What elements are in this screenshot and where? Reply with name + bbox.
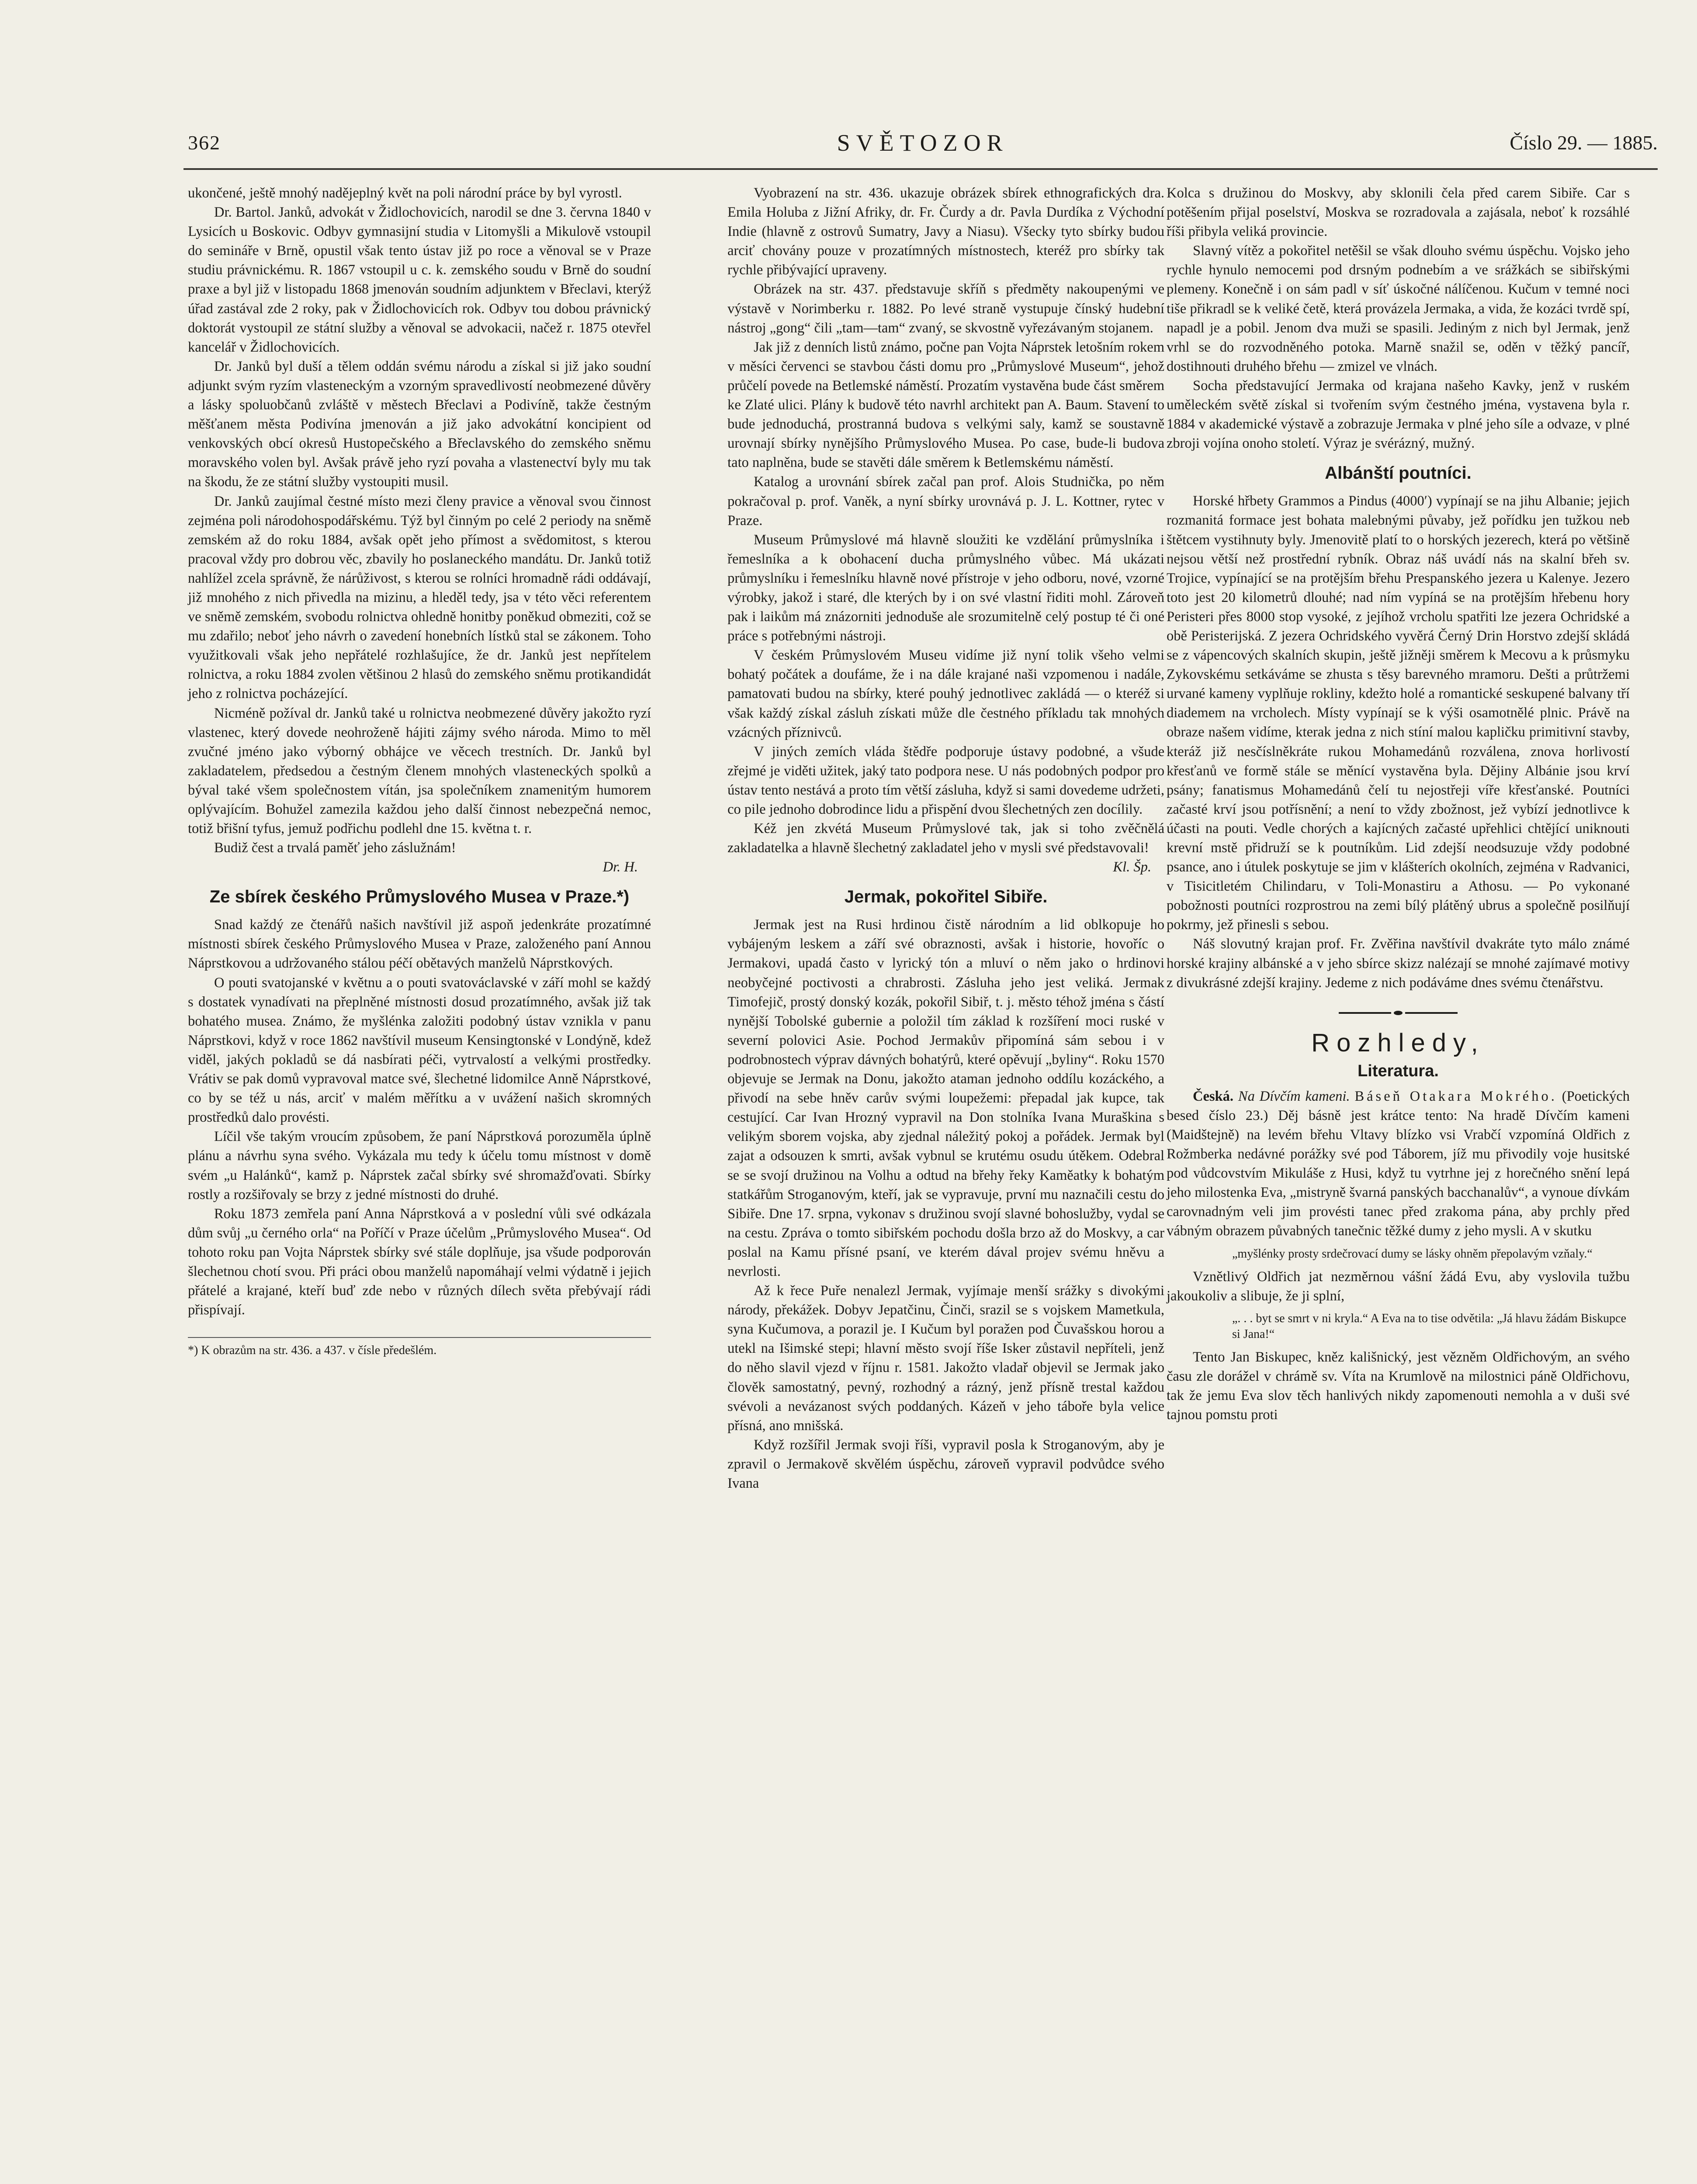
- paragraph: Snad každý ze čtenářů našich navštívil již aspoň jedenkráte prozatímné místnosti sbírek českého Průmyslového Musea v Praze, založeného paní Annou Náprstkovou a udržovaného stálou péčí obětavých manželů Náprstkových.: [188, 917, 651, 971]
- paragraph: Museum Průmyslové má hlavně sloužiti ke vzdělání průmyslníka i řemeslníka a k obohacení ducha průmyslného vůbec. Má ukázati průmyslníku i řemeslníku hlavně nové přístroje v jeho odboru, nové, vzorné výrobky, jakož i staré, dle kterých by i on své vlastní řiditi mohl. Zároveň pak i laikům má znázorniti jednoduše ale srozumitelně celý postup té či oné práce s potřebnými nástroji.: [727, 532, 1164, 644]
- column-1: [188, 183, 651, 1359]
- article-heading: Albánští poutníci.: [1325, 463, 1472, 483]
- column-3: [1167, 183, 1630, 1424]
- footnote: *) K obrazům na str. 436. a 437. v čísle předešlém.: [188, 1337, 651, 1359]
- review-text: (Poetických besed číslo 23.) Děj básně jest krátce tento: Na hradě Dívčím kameni (Maidštejně) na levém břehu Vltavy blízko vsi Vrabčí vzpomíná Oldřich z Rožmberka nedávné porážky své pod Táborem, jíž mu přivodily voje husitské pod vůdcovstvím Mikuláše z Husi, když tu vytrhne jej z horečného snění lepá jeho milostenka Eva, „mistryně švarná panských bacchanalův“, a vynoue dívkám carovnadným veli jim provésti tanec před zrakoma pána, aby prchly před vábným obrazem půvabných tanečnic těžké dumy z jeho mysli. A v skutku: [1167, 1088, 1630, 1239]
- page-header: [188, 131, 1658, 162]
- paragraph: Náš slovutný krajan prof. Fr. Zvěřina navštívil dvakráte tyto málo známé horské krajiny albánské a v jeho sbírce skizz nalézají se mnohé zajímavé motivy z divukrásné zdejší krajiny. Jedeme z nich podáváme dnes svému čtenářstvu.: [1167, 936, 1630, 991]
- paragraph: O pouti svatojanské v květnu a o pouti svatováclavské v září mohl se každý s dostatek vynadívati na přeplněné místnosti dosud prozatímného, avšak již tak bohatého musea. Známo, že myšlénka založiti podobný ústav vznikla v panu Náprstkovi, když v roce 1862 navštívil museum Kensingtonské v Londýně, kdež viděl, jakých pokladů se dá nasbírati péči, vytrvalostí a velkými prostředky. Vrátiv se pak domů vypravoval matce své, šlechetné lidomilce Anně Náprstkové, co by se též u nás, arciť v malém měřítku a v uvážení našich skromných prostředků dalo provésti.: [188, 975, 651, 1126]
- signature: Dr. H.: [603, 859, 638, 875]
- paragraph: Když rozšířil Jermak svoji říši, vypravil posla k Stroganovým, aby je zpravil o Jermakově skvělém úspěchu, zároveň vypravil podvůdce svého Ivana: [727, 1437, 1164, 1491]
- verse-quote: „. . . byt se smrt v ni kryla.“ A Eva na to tise odvětila: „Já hlavu žádám Biskupce si Jana!“: [1232, 1311, 1627, 1341]
- section-title: Rozhledy,: [1311, 1028, 1485, 1057]
- paragraph: Horské hřbety Grammos a Pindus (4000′) vypínají se na jihu Albanie; jejich rozmanitá formace jest bohata malebnými půvaby, jež pořídku jen tužkou neb štětcem vystihnuty byly. Jmenovitě platí to o horských jezerech, která po většině nejsou větší než prostřední rybník. Obraz náš uvádí nás na skalní břeh sv. Trojice, vypínající se na protějším břehu Prespanského jezera u Kalenye. Jezero toto jest 20 kilometrů dlouhé; nad ním vypíná se na protějším hřebenu hory Peristeri přes 8000 stop vysoké, z jejíhož vrcholu spatřiti lze jezera Ochridské a obě Peristerijská. Z jezera Ochridského vyvěrá Černý Drin Horstvo zdejší skládá se z vápencových skalních skupin, ještě jižněji směrem k Mecovu a k průsmyku Zykovskému setkáváme se zhusta s těsy barevného mramoru. Dešti a průtržemi urvané kameny vyplňuje rokliny, kdežto holé a romantické seskupené balvany tří diademem na vrcholech. Místy vypínají se k výši osamotnělé plnic. Právě na obraze našem vidíme, kterak jedna z nich stíní malou kapličku primitivní stavby, kteráž již nesčíslněkráte rukou Mohamedánů rozválena, znova horlivostí křesťanů ve formě stále se měnící vystavěna byla. Dějiny Albánie jsou krví psány; fanatismus Mohamedánů čelí tu nejostřeji víře křesťanské. Poutníci začasté krví jsou potřísnění; a není to vždy zbožnost, jež vybízí jednotlivce k účasti na pouti. Vedle chorých a kajícných začasté upřehlici chtějící uniknouti krevní mstě přidruží se k poutníkům. Lid zdejší neodsuzuje vždy podobné psance, ano i útulek poskytuje se jim v klášterích okolních, zejména v Radvanici, v Tisicitletém Chilindaru, v Toli-Monastiru a Athosu. — Po vykonané pobožnosti poutníci rozprostrou na zemi bílý plátěný ubrus a společně posilňují pokrmy, jež přinesli s sebou.: [1167, 493, 1630, 933]
- article-heading: Ze sbírek českého Průmyslového Musea v Praze.*): [209, 887, 630, 907]
- paragraph: Až k řece Puře nenalezl Jermak, vyjímaje menší srážky s divokými národy, překážek. Dobyv Jepatčinu, Činči, srazil se s vojskem Mametkula, syna Kučumova, a porazil je. I Kučum byl poražen pod Čuvašskou horou a utekl na Išimské stepi; hlavní město svojí říše Isker zůstavil nepříteli, jenž do něho slavil vjezd v říjnu r. 1581. Jakožto vladař objevil se Jermak jako člověk samostatný, pevný, rozhodný a rázný, jenž přísně trestal každou svévoli a nevázanost svých poddaných. Kázeň v jeho táboře byla velice přísná, ano mnišská.: [727, 1283, 1164, 1434]
- book-author: Báseň Otakara Mokrého.: [1354, 1088, 1557, 1104]
- header-rule: [184, 168, 1658, 170]
- article-heading: Jermak, pokořitel Sibiře.: [844, 887, 1048, 907]
- section-ornament: [1167, 1006, 1630, 1019]
- paragraph: Budiž čest a trvalá paměť jeho záslužnám!: [214, 840, 456, 856]
- paragraph: Dr. Janků byl duší a tělem oddán svému národu a získal si již jako soudní adjunkt svým ryzím vlasteneckým a vzorným spravedlivostí neobmezené důvěry a lásky spoluobčanů zvláště v městech Břeclavi a Podivíně, takže čestným měšťanem města Podivína jmenován a již jako advokátní koncipient od venkovských obcí okresů Hustopečského a Břeclavského do zemského sněmu moravského volen byl. Avšak právě jeho ryzí povaha a vlastenectví byly mu tak na škodu, že ze státní služby vystoupiti musil.: [188, 358, 651, 490]
- paragraph: V českém Průmyslovém Museu vidíme již nyní tolik všeho velmi bohatý počátek a doufáme, že i na dále krajané naši vzpomenou i nadále, pamatovati budou na sbírky, které pouhý jednotlivec zakládá — o kteréž si však každý získal zásluh získati může dle čestného příkladu tak mnohých vzácných příznivců.: [727, 647, 1164, 740]
- issue-label: Číslo 29. — 1885.: [1510, 131, 1658, 154]
- verse-quote: „myšlénky prosty srdečrovací dumy se lásky ohněm přepolavým vzňaly.“: [1232, 1247, 1593, 1261]
- masthead: SVĚTOZOR: [837, 130, 1009, 156]
- subsection-title: Literatura.: [1358, 1061, 1439, 1080]
- paragraph: Nicméně požíval dr. Janků také u rolnictva neobmezené důvěry jakožto ryzí vlastenec, který dovede neohroženě hájiti zájmy svého národa. Mimo to měl zvučné jméno jako výborný obhájce ve věcech trestních. Dr. Janků byl zakladatelem, předsedou a čestným členem mnohých vlasteneckých spolků a býval také všem společnostem vítán, jsa společníkem znamenitým humorem oplývajícím. Bohužel zamezila každou jeho další činnost nebezpečná nemoc, totiž břišní tyfus, jemuž podřichu podlehl dne 15. května t. r.: [188, 705, 651, 837]
- paragraph: Vyobrazení na str. 436. ukazuje obrázek sbírek ethnografických dra. Emila Holuba z Jižní Afriky, dr. Fr. Čurdy a dr. Pavla Durdíka z Východní Indie (hlavně z ostrovů Sumatry, Javy a Niasu). Všecky tyto sbírky budou arciť chovány pouze v prozatímných místnostech, kteréž pro sbírky tak rychle přibývající upraveny.: [727, 185, 1164, 278]
- column-2: [727, 183, 1164, 1493]
- category-label: Česká.: [1193, 1088, 1233, 1104]
- paragraph: Katalog a urovnání sbírek začal pan prof. Alois Studnička, po něm pokračoval p. prof. Vaněk, a nyní sbírky urovnává p. J. L. Kottner, rytec v Praze.: [727, 474, 1164, 529]
- paragraph: Socha představující Jermaka od krajana našeho Kavky, jenž v ruském uměleckém světě získal si tvořením svým čestného jména, vystavena byla r. 1884 v akademické výstavě a zobrazuje Jermaka v plné jeho síle a odvaze, v plné zbroji vojína onoho století. Výraz je svérázný, mužný.: [1167, 377, 1630, 452]
- paragraph: Roku 1873 zemřela paní Anna Náprstková a v poslední vůli své odkázala dům svůj „u černého orla“ na Poříčí v Praze účelům „Průmyslového Musea“. Od tohoto roku pan Vojta Náprstek sbírky své stále doplňuje, jsa všude podporován šlechetnou chotí svou. Při práci obou manželů napomáhají velmi výdatně i jejich přátelé a krajané, kteří buď zde nebo v různých dílech světa přebývají rádi přispívají.: [188, 1206, 651, 1318]
- paragraph: Dr. Bartol. Janků, advokát v Židlochovicích, narodil se dne 3. června 1840 v Lysicích u Boskovic. Odbyv gymnasijní studia v Litomyšli a Mikulově vstoupil do semináře v Brně, opustil však tento ústav již po roce a věnoval se v Praze studiu právnickému. R. 1867 vstoupil u c. k. zemského soudu v Brně do soudní praxe a byl již v listopadu 1868 jmenován soudním adjunktem v Břeclavi, kterýž úřad zastával zde 2 roky, pak v Židlochovicích rok. Odbyv tou dobou právnický doktorát vystoupil ze státní služby a věnoval se advokacii, načež r. 1875 otevřel kancelář v Židlochovicích.: [188, 204, 651, 355]
- book-title: Na Dívčím kameni.: [1238, 1088, 1350, 1104]
- paragraph: Obrázek na str. 437. představuje skříň s předměty nakoupenými ve výstavě v Norimberku r. 1882. Po levé straně vystupuje čínský hudební nástroj „gong“ čili „tam—tam“ zvaný, se skvostně vyřezávaným stojanem.: [727, 281, 1164, 336]
- paragraph: Kéž jen zkvétá Museum Průmyslové tak, jak si toho zvěčnělá zakladatelka a hlavně šlechetný zakladatel jeho v mysli své představovali!: [727, 821, 1164, 856]
- paragraph: Jermak jest na Rusi hrdinou čistě národním a lid oblkopuje ho vybájeným leskem a září své obraznosti, avšak i historie, hovoříc o Jermakovi, upadá často v lyrický tón a mluví o něm jako o hrdinovi neobyčejné poctivosti a chrabrosti. Zásluha jeho jest veliká. Jermak Timofejič, prostý donský kozák, pokořil Sibiř, t. j. město téhož jména s částí nynější Tobolské gubernie a položil tím základ k rozšíření moci ruské v severní polovici Asie. Pochod Jermakův připomíná sám sebou i v podrobnostech výprav dávných bohatýrů, které opěvují „byliny“. Roku 1570 objevuje se Jermak na Donu, jakožto ataman jednoho oddílu kozáckého, a přivodí na sebe hněv carův svými loupežemi: přepadal jak kupce, tak cestující. Car Ivan Hrozný vypravil na Don stolníka Ivana Muraškina s velikým sborem vojska, aby zjednal náležitý pokoj a pořádek. Jermak byl zajat a odsouzen k smrti, avšak vybnul se krutému osudu útěkem. Odebral se se svojí družinou na Volhu a odtud na břehy řeky Kaměatky k bohatým statkářům Stroganovým, kteří, jak se vypravuje, první mu naznačili cestu do Sibiře. Dne 17. srpna, vykonav s družinou svojí slavné bohoslužby, vydal se na cestu. Zpráva o tomto sibiřském pochodu došla brzo až do Moskvy, a car poslal na Kamu přísné psaní, ve kterém dával projev svému hněvu a nevrlosti.: [727, 917, 1164, 1279]
- paragraph: Tento Jan Biskupec, kněz kališnický, jest vězněm Oldřichovým, an svého času zle dorážel v chrámě sv. Víta na Krumlově na milostnici páně Oldřichovu, tak že jemu Eva slov těch hanlivých nikdy zapomenouti nemohla a v duši své tajnou pomstu proti: [1167, 1349, 1630, 1423]
- paragraph: ukončené, ještě mnohý nadějeplný květ na poli národní práce by byl vyrostl.: [188, 185, 622, 201]
- paragraph: V jiných zemích vláda štědře podporuje ústavy podobné, a všude zřejmé je viděti užitek, jaký tato podpora nese. U nás podobných podpor pro ústav tento nestává a proto tím větší zásluha, když si sami dovedeme udržeti, co pile jednoho dobrodince lidu a přispění dvou šlechetných zen docílily.: [727, 743, 1165, 817]
- paragraph: Vznětlivý Oldřich jat nezměrnou vášní žádá Evu, aby vyslovila tužbu jakoukoliv a slibuje, že ji splní,: [1167, 1268, 1630, 1304]
- paragraph: Jak již z denních listů známo, počne pan Vojta Náprstek letošním rokem v měsíci červenci se stavbou části domu pro „Průmyslové Museum“, jehož průčelí povede na Betlemské náměstí. Prozatím vystavěna bude část směrem ke Zlaté ulici. Plány k budově této navrhl architekt pan A. Baum. Stavení to bude jednoduchá, prostranná budova s velkými saly, kamž se soustavně urovnají sbírky nynějšího Průmyslového Musea. Po case, bude-li budova tato naplněna, bude se stavěti dále směrem k Betlemskému náměstí.: [727, 339, 1164, 471]
- paragraph: [1167, 1087, 1630, 1241]
- signature: Kl. Šp.: [1113, 859, 1151, 875]
- paragraph: Kolca s družinou do Moskvy, aby sklonili čela před carem Sibiře. Car s potěšením přijal poselství, Moskva se rozradovala a zajásala, neboť k rozsáhlé říši přibyla veliká provincie.: [1167, 185, 1630, 240]
- paragraph: Líčil vše takým vroucím způsobem, že paní Náprstková porozuměla úplně plánu a návrhu syna svého. Vykázala mu tedy k účelu tomu místnost v domě svém „u Halánků“, kamž p. Náprstek začal sbírky své shromažďovati. Sbírky rostly a rozšiřovaly se brzy z jedné místnosti do druhé.: [188, 1129, 651, 1203]
- paragraph: Dr. Janků zaujímal čestné místo mezi členy pravice a věnoval svou činnost zejména poli národohospodářskému. Týž byl činným po celé 2 periody na sněmě zemském až do roku 1884, avšak opět jeho přímost a svědomitost, s kterou pracoval vždy pro dobrou věc, zbavily ho poslaneckého mandátu. Dr. Janků totiž nahlížel zcela správně, že nárůživost, s kterou se rolníci hromadně rádi oddávají, již mnohého z nich přivedla na mizinu, a hleděl tedy, jsa v této věci referentem ve sněmě zemském, svobodu rolnictva ohledně honitby poněkud obmeziti, což se mu zdařilo; neboť jeho návrh o zavedení honebních lístků stal se zákonem. Toho využitkovali však jeho nepřátelé rozhlašujíce, že dr. Janků jest nepřítelem rolnictva, a roku 1884 zvolen většinou 2 hlasů do zemského sněmu protikandidát jeho z rolnictva pocházející.: [188, 493, 651, 702]
- page-number: 362: [188, 131, 221, 154]
- paragraph: Slavný vítěz a pokořitel netěšil se však dlouho svému úspěchu. Vojsko jeho rychle hynulo nemocemi pod drsným podnebím a ve srážkách se sibiřskými plemeny. Konečně i on sám padl v síť úskočné nálíčenou. Kučum v temné noci tiše přikradl se k veliké četě, která provázela Jermaka, a vida, že kozáci tvrdě spí, napadl je a pobil. Jenom dva muži se spasili. Jediným z nich byl Jermak, jenž vrhl se do rozvodněného potoka. Marně snažil se, oděn v těžký pancíř, dostihnouti druhého břehu — zmizel ve vlnách.: [1167, 243, 1630, 374]
